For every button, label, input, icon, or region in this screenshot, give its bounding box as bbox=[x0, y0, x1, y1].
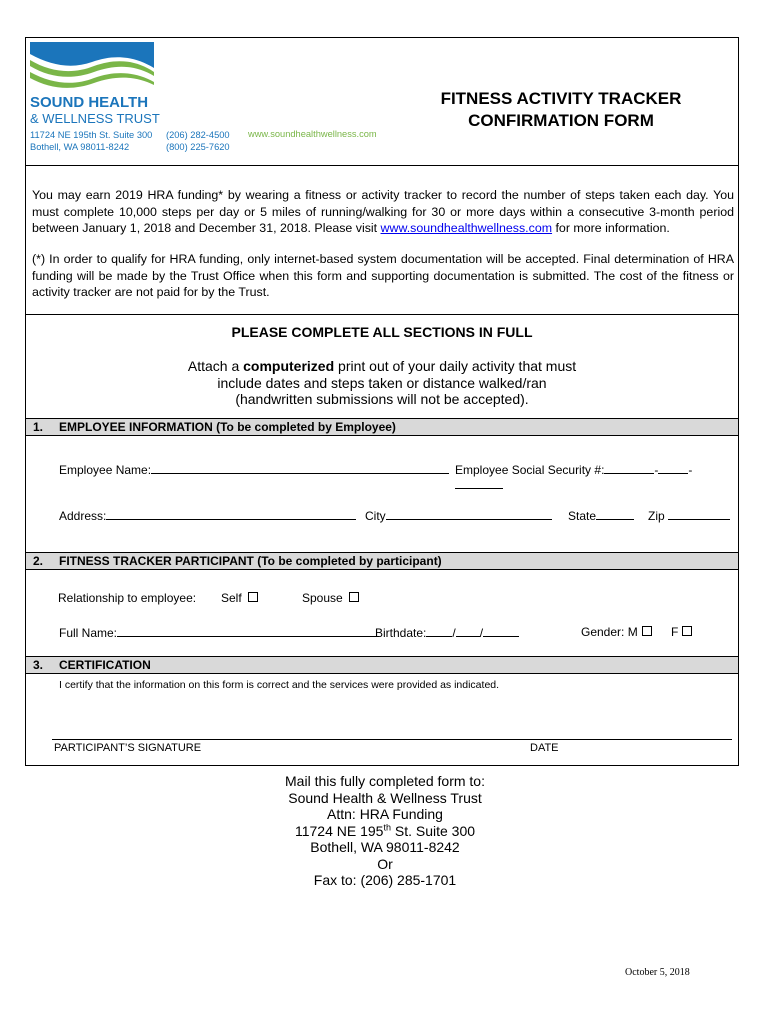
logo-phone2: (800) 225-7620 bbox=[166, 142, 230, 152]
logo-phone1: (206) 282-4500 bbox=[166, 130, 230, 140]
intro-paragraph-2: (*) In order to qualify for HRA funding, only internet-based system documentation will be accepted. Final determination of HRA funding will be made by the Trust Office when this form and supporting documentation is submitted. The cost of the fitness or activity tracker are not paid for by the Trust. bbox=[32, 252, 734, 299]
divider bbox=[26, 314, 738, 315]
logo-address-line1: 11724 NE 195th St. Suite 300 bbox=[30, 130, 153, 140]
full-name-field[interactable]: Full Name: bbox=[59, 625, 379, 640]
revision-date: October 5, 2018 bbox=[625, 967, 690, 978]
instructions-heading: PLEASE COMPLETE ALL SECTIONS IN FULL bbox=[231, 324, 533, 340]
city-field[interactable]: City bbox=[365, 508, 552, 523]
employee-ssn-field[interactable]: Employee Social Security #: - - bbox=[455, 462, 738, 492]
signature-line[interactable] bbox=[52, 739, 732, 740]
address-field[interactable]: Address: bbox=[59, 508, 356, 523]
website-link[interactable]: www.soundhealthwellness.com bbox=[380, 221, 553, 235]
mailing-instructions: Mail this fully completed form to: Sound Health & Wellness Trust Attn: HRA Funding 11724 NE 195th St. Suite 300 Bothell, WA 98011-8242 Or Fax to: (206) 285-1701 bbox=[285, 773, 485, 888]
relationship-label: Relationship to employee: bbox=[58, 591, 197, 605]
self-checkbox[interactable] bbox=[248, 592, 258, 602]
zip-field[interactable]: Zip bbox=[648, 508, 730, 523]
attach-instructions: Attach a computerized print out of your daily activity that must include dates and steps taken or distance walked/ran (handwritten submissions will not be accepted). bbox=[187, 358, 577, 407]
male-checkbox[interactable] bbox=[642, 626, 652, 636]
state-input[interactable] bbox=[596, 508, 634, 520]
state-field[interactable]: State bbox=[568, 508, 634, 523]
date-label: DATE bbox=[530, 742, 559, 754]
form-title bbox=[406, 88, 716, 132]
logo-name-line1: SOUND HEALTH bbox=[30, 94, 149, 111]
sound-health-wave-logo bbox=[30, 42, 154, 92]
spouse-checkbox[interactable] bbox=[349, 592, 359, 602]
section-2-header: 2. FITNESS TRACKER PARTICIPANT (To be completed by participant) bbox=[26, 552, 738, 570]
form-frame bbox=[25, 37, 739, 766]
address-input[interactable] bbox=[106, 508, 356, 520]
self-option[interactable]: Self bbox=[221, 591, 258, 605]
employee-name-field[interactable]: Employee Name: bbox=[59, 462, 449, 477]
birthdate-field[interactable]: Birthdate: / / bbox=[375, 625, 519, 640]
logo-name-line2: & WELLNESS TRUST bbox=[30, 111, 160, 126]
title-line1: FITNESS ACTIVITY TRACKER bbox=[440, 89, 682, 108]
city-input[interactable] bbox=[386, 508, 552, 520]
gender-female-option[interactable]: F bbox=[671, 625, 692, 639]
spouse-option[interactable]: Spouse bbox=[302, 591, 359, 605]
logo-address-line2: Bothell, WA 98011-8242 bbox=[30, 142, 130, 152]
gender-male-option[interactable]: Gender: M bbox=[581, 625, 652, 639]
female-checkbox[interactable] bbox=[682, 626, 692, 636]
logo-website: www.soundhealthwellness.com bbox=[248, 129, 377, 139]
divider bbox=[26, 165, 738, 166]
zip-input[interactable] bbox=[668, 508, 730, 520]
title-line2: CONFIRMATION FORM bbox=[468, 111, 654, 130]
full-name-input[interactable] bbox=[117, 625, 379, 637]
certification-statement: I certify that the information on this form is correct and the services were provided as indicated. bbox=[59, 679, 500, 691]
signature-label: PARTICIPANT’S SIGNATURE bbox=[54, 742, 202, 754]
intro-paragraph-1: You may earn 2019 HRA funding* by wearing a fitness or activity tracker to record the number of steps taken each day. You must complete 10,000 steps per day or 5 miles of running/walking for 30 or more days within a consecutive 3-month period between January 1, 2018 and December 31, 2018. Please visit www.soundhealthwellness.com for more information. bbox=[32, 188, 734, 235]
section-1-header: 1. EMPLOYEE INFORMATION (To be completed by Employee) bbox=[26, 418, 738, 436]
employee-name-input[interactable] bbox=[151, 462, 449, 474]
section-3-header: 3. CERTIFICATION bbox=[26, 656, 738, 674]
